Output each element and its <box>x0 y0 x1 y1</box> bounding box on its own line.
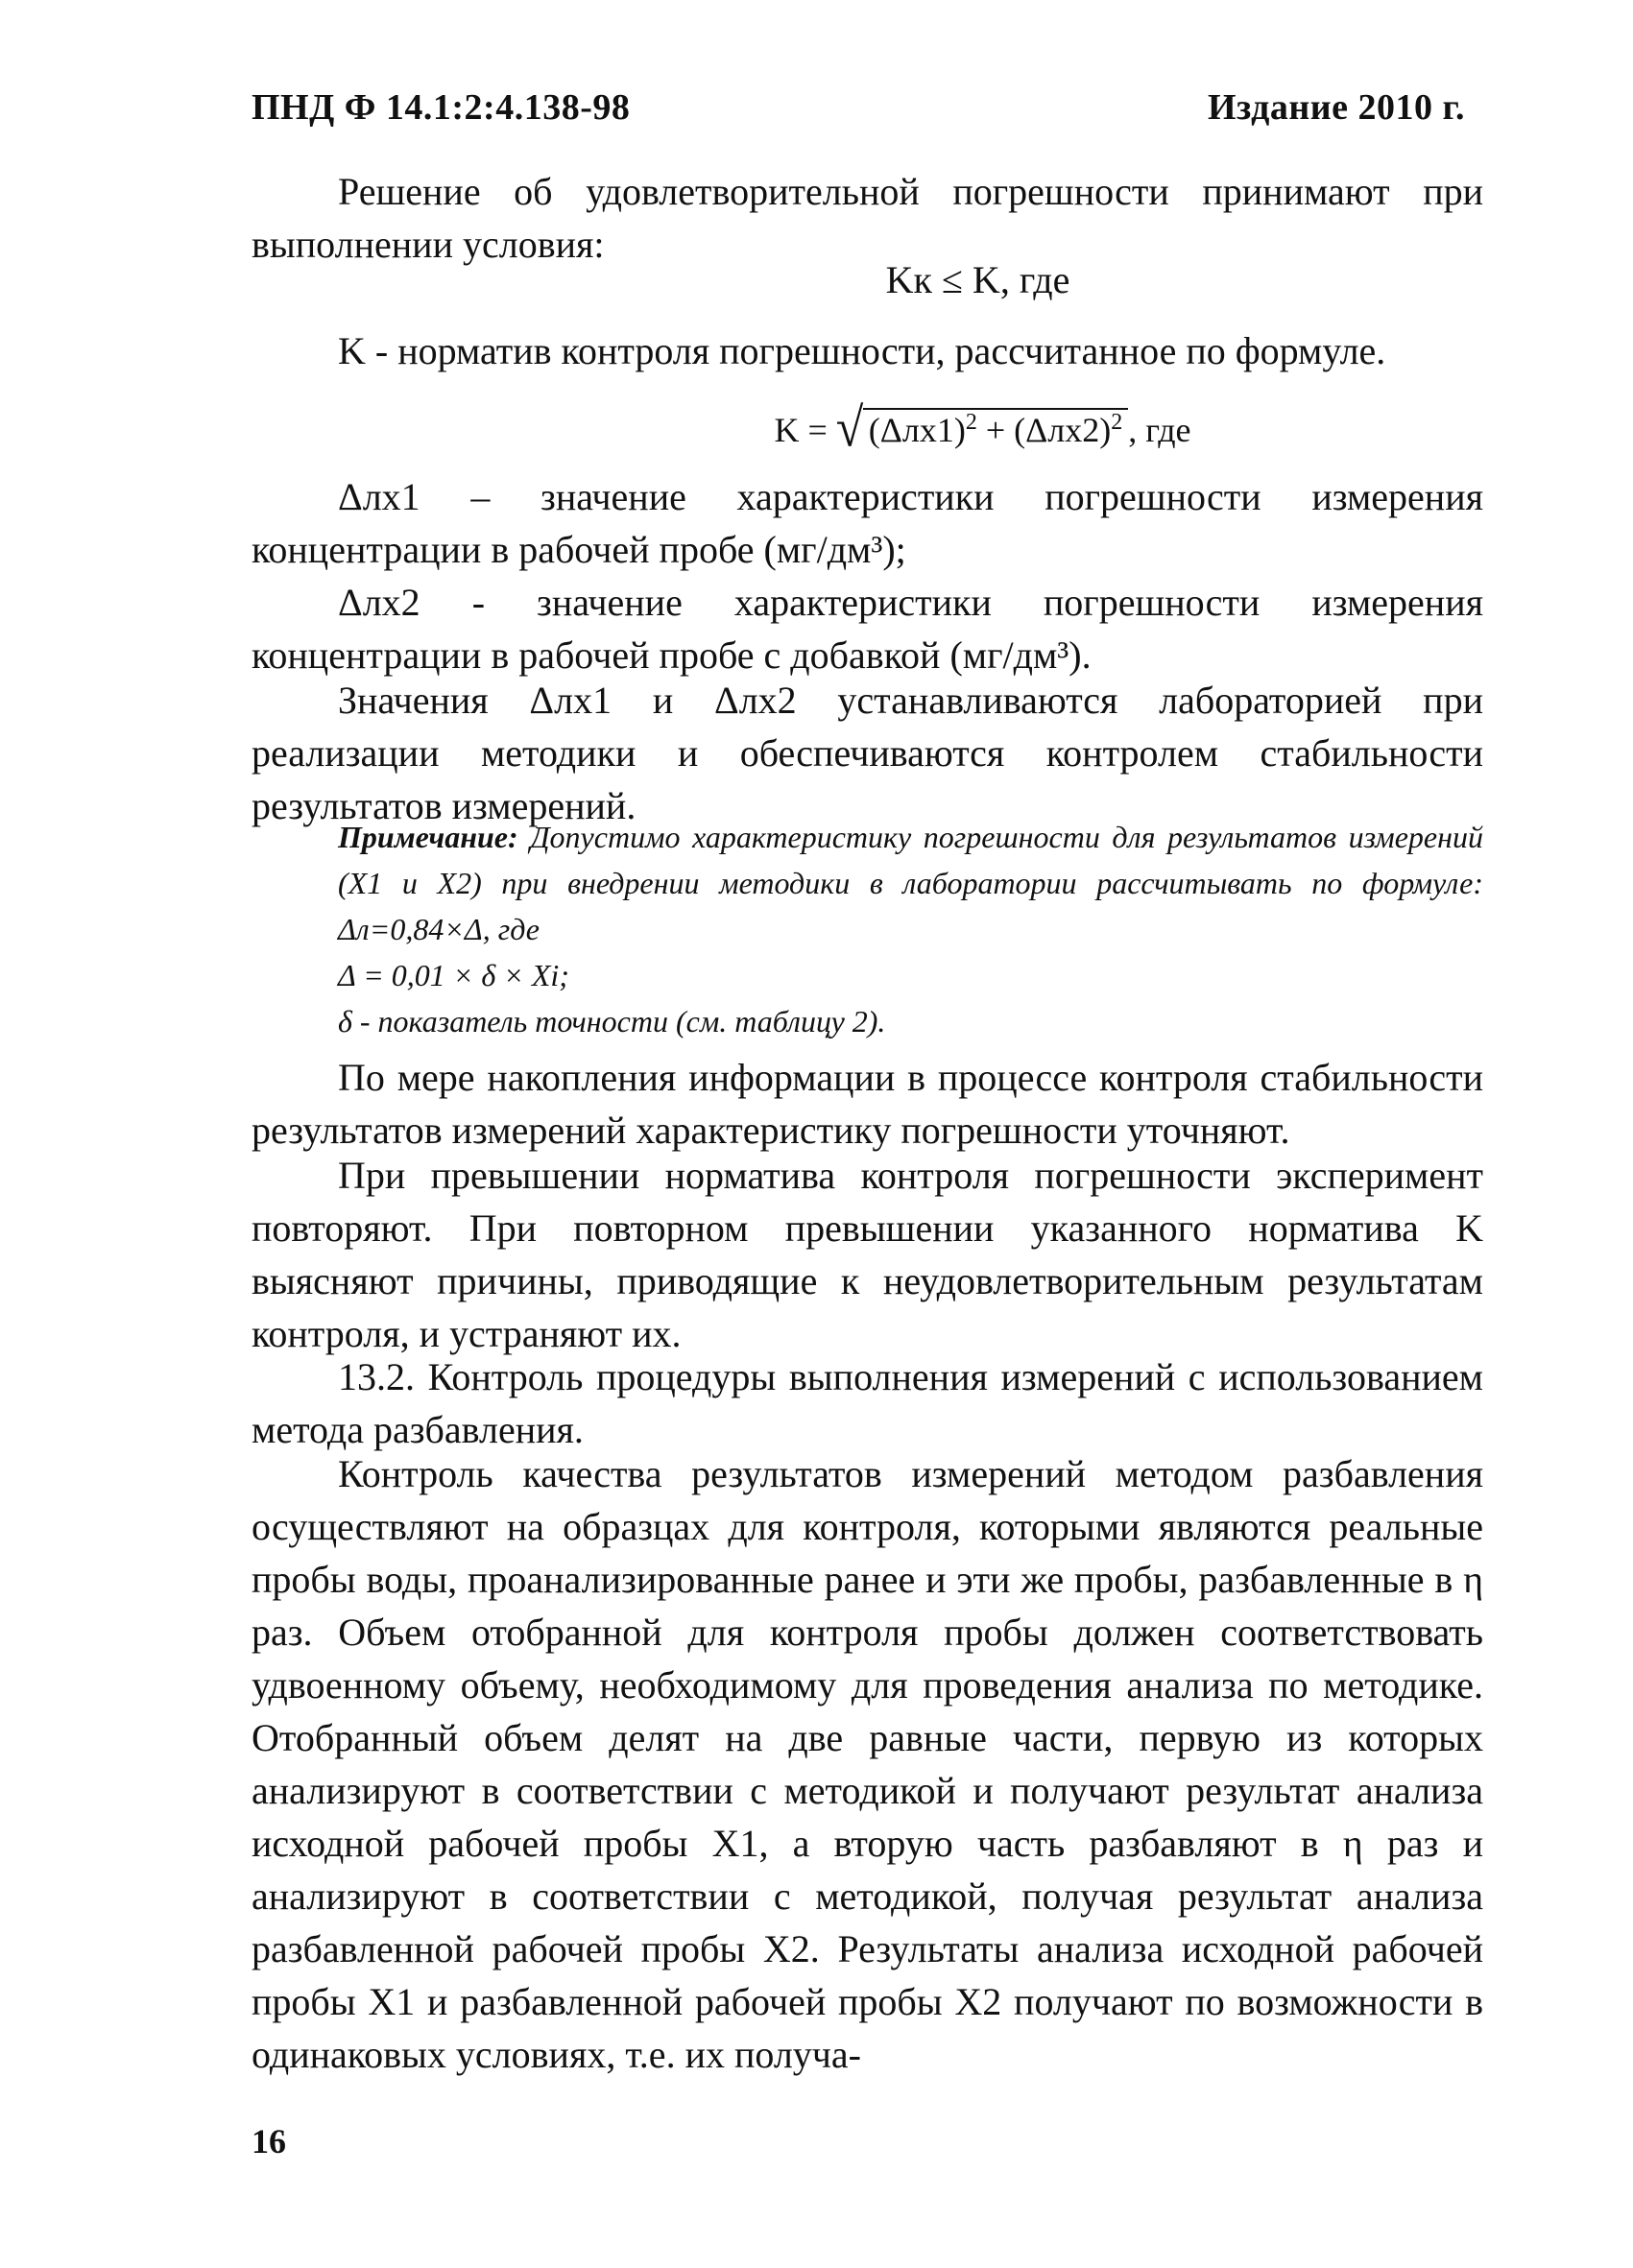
note-label: Примечание: <box>338 820 518 854</box>
paragraph-k-definition: K - норматив контроля погрешности, рассчитанное по формуле. <box>338 329 1386 372</box>
paragraph-accumulation: По мере накопления информации в процессе контроля стабильности результатов измерений характеристику погрешности уточняют. <box>252 1056 1483 1152</box>
formula-k: K = √ $(\Delta лх1)^2 + (\Delta лх2)^2$ , где <box>252 408 1483 450</box>
sqrt-icon: √ $(\Delta лх1)^2 + (\Delta лх2)^2$ <box>836 408 1129 450</box>
note-text: Допустимо характеристику погрешности для результатов измерений (X1 и X2) при внедрении методики в лаборатории рассчитывать по формуле: Δл=0,84×Δ, где <box>338 820 1483 946</box>
definition-dx2: Δлх2 - значение характеристики погрешности измерения концентрации в рабочей пробе с добавкой (мг/дм³). <box>252 581 1483 677</box>
paragraph-decision <box>252 165 1483 271</box>
edition-header: Издание 2010 г. <box>1208 87 1465 128</box>
formula-condition: Kк ≤ K, где <box>885 258 1070 301</box>
section-13-2: 13.2. Контроль процедуры выполнения измерений с использованием метода разбавления. <box>252 1355 1483 1451</box>
doc-code-header: ПНД Ф 14.1:2:4.138-98 <box>252 87 631 128</box>
note-block <box>252 814 1483 1044</box>
definition-dx1: Δлх1 – значение характеристики погрешности измерения концентрации в рабочей пробе (мг/дм³); <box>252 475 1483 571</box>
note-formula-delta: Δ = 0,01 × δ × Xi; <box>338 958 569 992</box>
page-number: 16 <box>252 2122 286 2161</box>
paragraph-values: Значения Δлх1 и Δлх2 устанавливаются лабораторией при реализации методики и обеспечиваются контролем стабильности результатов измерений. <box>252 679 1483 827</box>
formula-k-lhs: K = <box>774 411 828 449</box>
paragraph-dilution-control: Контроль качества результатов измерений методом разбавления осуществляют на образцах для контроля, которыми являются реальные пробы воды, проанализированные ранее и эти же пробы, разбавленные в η раз. Объем отобранной для контроля пробы должен соответствовать удвоенному объему, необходимому для проведения анализа по методике. Отобранный объем делят на две равные части, первую из которых анализируют в соответствии с методикой и получают результат анализа исходной рабочей пробы X1, а вторую часть разбавляют в η раз и анализируют в соответствии с методикой, получая результат анализа разбавленной рабочей пробы X2. Результаты анализа исходной рабочей пробы X1 и разбавленной рабочей пробы X2 получают по возможности в одинаковых условиях, т.е. их получа- <box>252 1452 1483 2076</box>
paragraph-decision-text: Решение об удовлетворительной погрешности принимают при выполнении условия: <box>252 170 1483 266</box>
note-precision: δ - показатель точности (см. таблицу 2). <box>338 1004 886 1039</box>
paragraph-exceed: При превышении норматива контроля погрешности эксперимент повторяют. При повторном превышении указанного норматива K выясняют причины, приводящие к неудовлетворительным результатам контроля, и устраняют их. <box>252 1154 1483 1355</box>
